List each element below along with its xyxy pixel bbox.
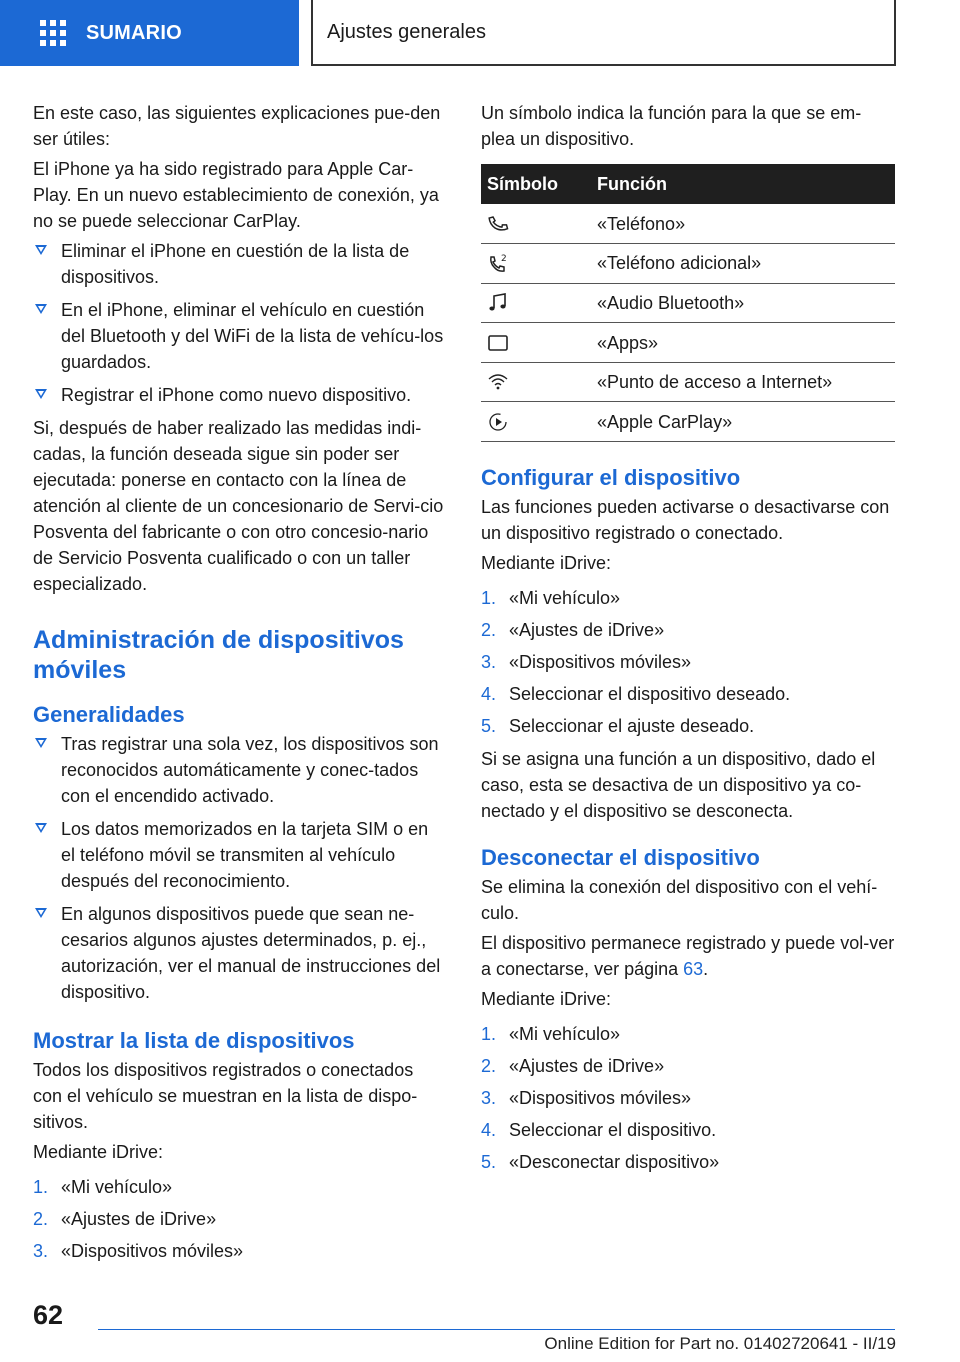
list-item: Eliminar el iPhone en cuestión de la lista de dispositivos. [33, 238, 445, 290]
paragraph: Si se asigna una función a un dispositivo, dado el caso, esta se desactiva de un dispositivo ya co‐nectado y el dispositivo se desconecta. [481, 749, 876, 822]
list-item: Tras registrar una sola vez, los dispositivos son reconocidos automáticamente y conec‐tados con el encendido activado. [33, 731, 445, 809]
table-row: 2 «Teléfono adicional» [481, 244, 895, 284]
left-column [33, 100, 445, 1271]
column-header-symbol: Símbolo [481, 164, 591, 204]
bullet-triangle-icon [35, 304, 47, 314]
bullet-list [33, 238, 445, 408]
step-item: 5. «Desconectar dispositivo» [481, 1152, 720, 1173]
heading-admin: Administración de dispositivos móviles [33, 626, 404, 684]
paragraph: Se elimina la conexión del dispositivo con el vehí‐culo. [481, 877, 878, 924]
bullet-list [33, 731, 445, 1005]
summary-button[interactable] [0, 0, 299, 66]
step-item: 2. «Ajustes de iDrive» [481, 620, 665, 641]
heading-device-list: Mostrar la lista de dispositivos [33, 1028, 355, 1053]
step-item: 1. «Mi vehículo» [481, 1024, 621, 1045]
steps-list [33, 1171, 445, 1267]
paragraph: Todos los dispositivos registrados o conectados con el vehículo se muestran en la lista de dispo‐sitivos. [33, 1060, 418, 1132]
column-header-function: Función [591, 164, 895, 204]
paragraph: Si, después de haber realizado las medidas indi‐cadas, la función deseada sigue sin poder ser ejecutada: ponerse en contacto con la línea de atención al cliente de un concesionario de Servi‐cio Posventa del fabricante o con otro concesio‐nario de Servicio Posventa cualificado o con un taller especializado. [33, 418, 444, 594]
carplay-icon [487, 411, 509, 433]
edition-text: Online Edition for Part no. 01402720641 - II/19 [544, 1334, 896, 1353]
bullet-triangle-icon [35, 823, 47, 833]
step-item: 2. «Ajustes de iDrive» [33, 1209, 217, 1229]
grid-menu-icon [40, 20, 66, 46]
heading-general: Generalidades [33, 702, 185, 727]
table-row: «Teléfono» [481, 204, 895, 244]
steps-list [481, 1018, 895, 1178]
steps-list [481, 582, 895, 742]
list-item: En algunos dispositivos puede que sean ne‐cesarios algunos ajustes determinados, p. ej., autorización, ver el manual de instrucciones del dispositivo. [33, 901, 445, 1005]
step-item: 4. Seleccionar el dispositivo deseado. [481, 684, 791, 705]
symbol-table [481, 164, 895, 442]
step-item: 1. «Mi vehículo» [481, 588, 621, 609]
step-item: 5. Seleccionar el ajuste deseado. [481, 716, 755, 737]
list-item: Los datos memorizados en la tarjeta SIM o en el teléfono móvil se transmiten al vehículo después del reconocimiento. [33, 816, 445, 894]
music-note-icon [487, 292, 509, 314]
additional-phone-icon [487, 252, 509, 274]
apps-icon [487, 332, 509, 354]
paragraph: Mediante iDrive: [33, 1142, 164, 1162]
step-item: 4. Seleccionar el dispositivo. [481, 1120, 717, 1141]
page-number: 62 [33, 1300, 64, 1330]
step-item: 3. «Dispositivos móviles» [33, 1241, 244, 1261]
right-column [481, 100, 895, 1182]
table-row: «Audio Bluetooth» [481, 283, 895, 323]
table-row: «Punto de acceso a Internet» [481, 362, 895, 402]
heading-disconnect: Desconectar el dispositivo [481, 845, 760, 871]
bullet-triangle-icon [35, 389, 47, 399]
table-header-row [481, 164, 895, 204]
paragraph: El dispositivo permanece registrado y puede vol‐ver a conectarse, ver página 63. [481, 933, 895, 980]
paragraph: Mediante iDrive: [481, 553, 612, 574]
paragraph: Un símbolo indica la función para la que se em‐plea un dispositivo. [481, 103, 862, 149]
paragraph: Mediante iDrive: [481, 989, 612, 1010]
svg-text:2: 2 [501, 254, 507, 265]
table-row: «Apple CarPlay» [481, 402, 895, 442]
wifi-hotspot-icon [487, 371, 509, 393]
step-item: 1. «Mi vehículo» [33, 1177, 173, 1197]
table-row: «Apps» [481, 323, 895, 363]
heading-configure: Configurar el dispositivo [481, 465, 741, 491]
page-link[interactable]: 63 [683, 959, 704, 980]
section-title: Ajustes generales [311, 0, 896, 66]
step-item: 2. «Ajustes de iDrive» [481, 1056, 665, 1077]
footer-divider [98, 1329, 895, 1330]
bullet-triangle-icon [35, 245, 47, 255]
step-item: 3. «Dispositivos móviles» [481, 1088, 692, 1109]
summary-label: SUMARIO [86, 21, 182, 44]
paragraph: Las funciones pueden activarse o desactivarse con un dispositivo registrado o conectado. [481, 497, 890, 544]
bullet-triangle-icon [35, 908, 47, 918]
list-item: Registrar el iPhone como nuevo dispositivo. [33, 382, 445, 408]
step-item: 3. «Dispositivos móviles» [481, 652, 692, 673]
bullet-triangle-icon [35, 738, 47, 748]
paragraph: El iPhone ya ha sido registrado para Apple Car‐Play. En un nuevo establecimiento de conexión, ya no se puede seleccionar CarPlay. [33, 159, 439, 231]
paragraph: En este caso, las siguientes explicaciones pue‐den ser útiles: [33, 103, 441, 149]
phone-icon [487, 213, 509, 235]
list-item: En el iPhone, eliminar el vehículo en cuestión del Bluetooth y del WiFi de la lista de vehícu‐los guardados. [33, 297, 445, 375]
